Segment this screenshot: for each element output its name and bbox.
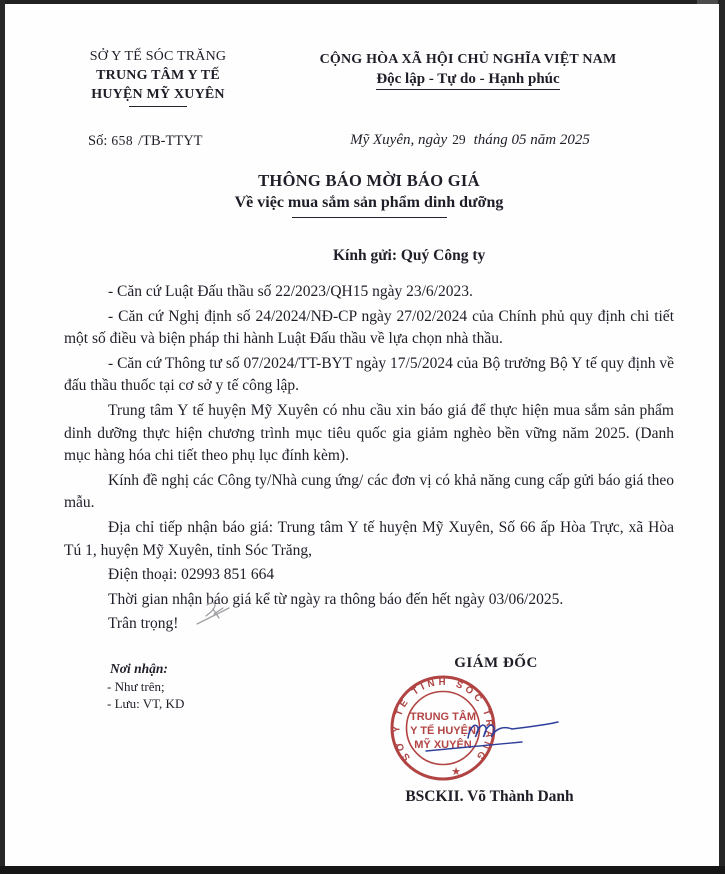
- org-underline: [129, 106, 187, 107]
- document-subtitle: Về việc mua sắm sản phẩm dinh dưỡng: [234, 194, 504, 211]
- salutation: Kính gửi: Quý Công ty: [333, 247, 486, 264]
- frame-edge-top: [0, 0, 725, 4]
- org-name-line1: TRUNG TÂM Y TẾ: [96, 68, 220, 83]
- signer-position-title: GIÁM ĐỐC: [454, 655, 538, 671]
- stamp-ring-text: SỞ Y TẾ TỈNH SÓC TRĂNG: [391, 676, 495, 763]
- recipient-item: - Lưu: VT, KD: [107, 696, 185, 711]
- document-number-suffix: /TB-TTYT: [138, 133, 203, 149]
- handwritten-initials-icon: [192, 599, 238, 629]
- stamp-star-icon: ★: [451, 766, 461, 778]
- national-motto: Độc lập - Tự do - Hạnh phúc: [376, 71, 559, 90]
- national-header-block: [278, 50, 658, 90]
- document-title: THÔNG BÁO MỜI BÁO GIÁ: [258, 171, 480, 190]
- stamp-center-line: MỸ XUYÊN: [414, 739, 472, 751]
- national-title: CỘNG HÒA XÃ HỘI CHỦ NGHĨA VIỆT NAM: [319, 52, 617, 67]
- document-number-value: 658: [111, 133, 134, 148]
- body-paragraph: - Căn cứ Thông tư số 07/2024/TT-BYT ngày 17/5/2024 của Bộ trưởng Bộ Y tế quy định về đấu thầu thuốc tại cơ sở y tế công lập.: [64, 354, 674, 395]
- date-suffix: tháng 05 năm 2025: [473, 132, 590, 148]
- org-name-line2: HUYỆN MỸ XUYÊN: [91, 87, 225, 102]
- body-paragraph: - Căn cứ Luật Đấu thầu số 22/2023/QH15 ngày 23/6/2023.: [108, 283, 473, 300]
- frame-edge-right: [719, 0, 725, 874]
- stamp-center-line: TRUNG TÂM: [410, 711, 476, 723]
- body-paragraph: Kính đề nghị các Công ty/Nhà cung ứng/ các đơn vị có khả năng cung cấp gửi báo giá theo mẫu.: [64, 471, 674, 512]
- body-paragraph: Thời gian nhận báo giá kể từ ngày ra thông báo đến hết ngày 03/06/2025.: [108, 590, 564, 608]
- recipient-item: - Như trên;: [107, 679, 165, 694]
- body-paragraph: - Căn cứ Nghị định số 24/2024/NĐ-CP ngày 27/02/2024 của Chính phủ quy định chi tiết một số điều và biện pháp thi hành Luật Đấu thầu về lựa chọn nhà thầu.: [64, 307, 674, 348]
- body-paragraph: Địa chỉ tiếp nhận báo giá: Trung tâm Y tế huyện Mỹ Xuyên, Số 66 ấp Hòa Trực, xã Hòa Tú 1, huyện Mỹ Xuyên, tỉnh Sóc Trăng,: [64, 518, 674, 559]
- recipients-title: Nơi nhận:: [110, 661, 168, 676]
- body-paragraph: Trung tâm Y tế huyện Mỹ Xuyên có nhu cầu xin báo giá để thực hiện mua sắm sản phẩm dinh dưỡng thực hiện chương trình mục tiêu quốc gia giảm nghèo bền vững năm 2025. (Danh mục hàng hóa chi tiết theo phụ lục đính kèm).: [64, 401, 674, 465]
- signer-name: BSCKII. Võ Thành Danh: [405, 788, 574, 805]
- date-day-value: 29: [452, 132, 466, 147]
- frame-edge-left: [0, 0, 5, 874]
- title-block: [14, 170, 724, 218]
- recipients-block: [107, 660, 184, 712]
- document-number-label: Số:: [88, 133, 108, 149]
- org-parent-name: SỞ Y TẾ SÓC TRĂNG: [89, 49, 227, 64]
- body-paragraph: Điện thoại: 02993 851 664: [108, 566, 275, 584]
- issuing-org-block: [60, 47, 256, 107]
- frame-corner-notch: [697, 0, 718, 4]
- place-date-line: [300, 132, 640, 149]
- handwritten-signature: [420, 712, 565, 760]
- document-body: [64, 281, 674, 638]
- closing-phrase: Trân trọng!: [108, 615, 179, 633]
- subtitle-underline: [292, 217, 447, 218]
- date-prefix: Mỹ Xuyên, ngày: [350, 132, 448, 148]
- frame-edge-bottom: [0, 866, 725, 874]
- stamp-center-line: Y TẾ HUYỆN: [410, 725, 476, 737]
- document-number: [88, 133, 203, 150]
